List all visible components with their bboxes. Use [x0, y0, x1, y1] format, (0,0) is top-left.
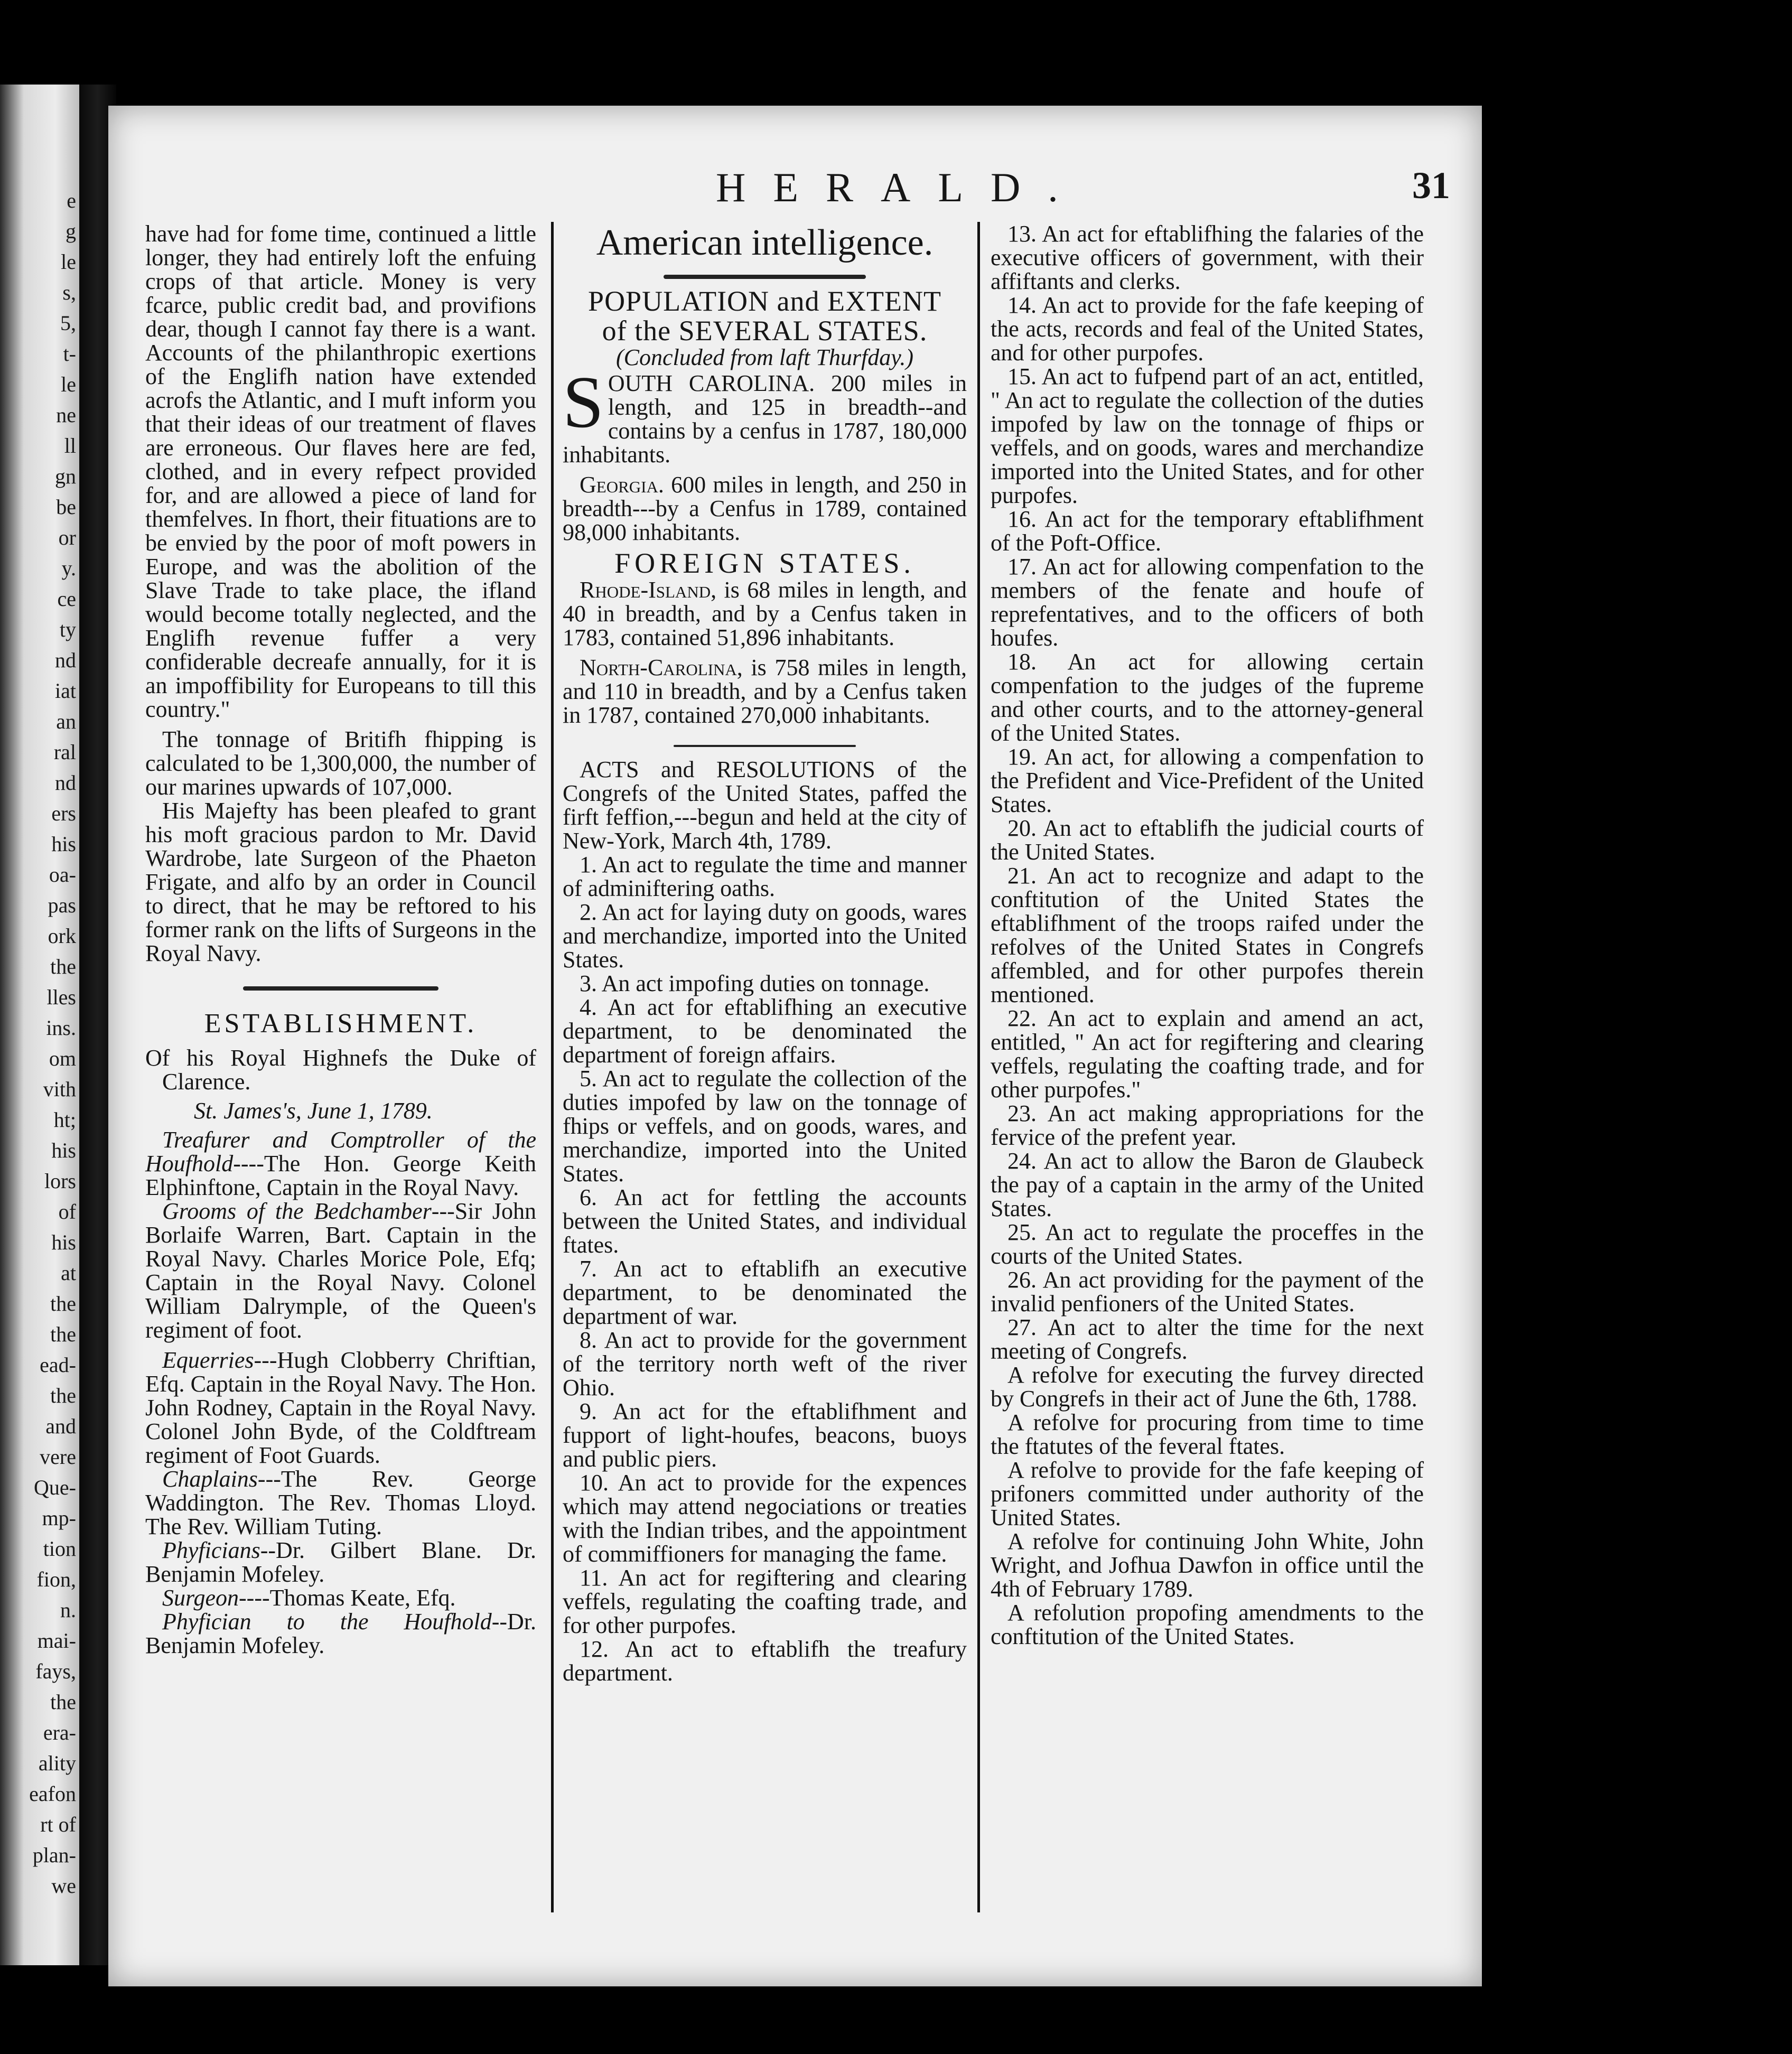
act-item: 12. An act to eftablifh the treafury department.: [563, 1636, 967, 1686]
facing-page-fragment: gn: [55, 464, 76, 488]
drop-cap: S: [563, 361, 604, 443]
acts-intro: ACTS and RESOLUTIONS of the Congrefs of the United States, paffed the firft feffion,---begun and held at the city of New-York, March 4th, 1789.: [563, 757, 967, 854]
subheading: Of his Royal Highnefs the Duke of Clarence.: [145, 1045, 536, 1095]
entry: [145, 1610, 536, 1657]
entry-text: --Dr. Benjamin Mofeley.: [145, 1609, 536, 1658]
entry-text: ---Hugh Clobberry Chriftian, Efq. Captain in the Royal Navy. The Hon. John Rodney, Captain in the Royal Navy. Colonel John Byde, of the Coldftream regiment of Foot Guards.: [145, 1347, 536, 1468]
facing-page-edge: [0, 85, 79, 1965]
facing-page-fragment: vith: [43, 1077, 76, 1101]
act-item: 7. An act to eftablifh an executive department, to be denominated the department of war.: [563, 1256, 967, 1329]
facing-page-fragment: tion: [43, 1537, 76, 1561]
entry: [145, 1128, 536, 1199]
facing-page-fragment: Que-: [34, 1476, 76, 1499]
act-item: A refolve for executing the furvey directed by Congrefs in their act of June the 6th, 1788.: [991, 1362, 1424, 1412]
newspaper-page: [108, 106, 1482, 1986]
entry: [145, 1348, 536, 1467]
entry-text: ---Sir John Borlaife Warren, Bart. Captain in the Royal Navy. Charles Morice Pole, Efq; Captain in the Royal Navy. Colonel William Dalrymple, of the Queen's regiment of foot.: [145, 1198, 536, 1343]
facing-page-fragment: ead-: [40, 1353, 76, 1377]
act-item: 14. An act to provide for the fafe keeping of the acts, records and feal of the United States, and for other purpofes.: [991, 292, 1424, 366]
facing-page-fragment: lles: [46, 985, 76, 1009]
entry-label: Phyfician to the Houfhold: [162, 1609, 492, 1635]
act-item: 13. An act for eftablifhing the falaries of the executive officers of government, with their affiftants and clerks.: [991, 221, 1424, 294]
facing-page-fragment: lors: [44, 1169, 76, 1193]
act-item: 26. An act providing for the payment of the invalid penfioners of the United States.: [991, 1267, 1424, 1317]
facing-page-fragment: an: [56, 709, 76, 733]
act-item: 18. An act for allowing certain compenfation to the judges of the fupreme and other courts, and to the attorney-general of the United States.: [991, 649, 1424, 746]
facing-page-fragment: ht;: [53, 1108, 76, 1132]
facing-page-fragment: y.: [61, 556, 76, 580]
act-item: 1. An act to regulate the time and manner of adminiftering oaths.: [563, 852, 967, 901]
entry: [145, 1586, 536, 1610]
facing-page-fragment: mp-: [42, 1506, 76, 1530]
facing-page-fragment: ral: [53, 740, 76, 764]
facing-page-fragment: ork: [48, 924, 76, 948]
acts-list: [991, 222, 1424, 1648]
entry: [145, 1467, 536, 1538]
facing-page-fragment: his: [51, 832, 76, 856]
facing-page-fragment: his: [51, 1230, 76, 1254]
facing-page-fragment: pas: [48, 893, 76, 917]
facing-page-fragment: eafon: [29, 1782, 76, 1806]
facing-page-fragment: ins.: [46, 1016, 76, 1040]
act-item: 23. An act making appropriations for the fervice of the prefent year.: [991, 1100, 1424, 1150]
facing-page-fragment: the: [50, 1384, 76, 1407]
act-item: A refolution propofing amendments to the conftitution of the United States.: [991, 1600, 1424, 1649]
facing-page-fragment: or: [58, 526, 76, 549]
facing-page-fragment: ers: [51, 801, 76, 825]
act-item: 19. An act, for allowing a compenfation to the Prefident and Vice-Prefident of the United States.: [991, 744, 1424, 817]
concluded-note: (Concluded from laft Thurfday.): [615, 344, 914, 370]
paragraph: The tonnage of Britifh fhipping is calculated to be 1,300,000, the number of our marines upwards of 107,000.: [145, 726, 536, 800]
paragraph: have had for fome time, continued a little longer, they had entirely loft the enfuing crops of that article. Money is very fcarce, public credit bad, and provifions dear, though I cannot fay there is a want. Accounts of the philanthropic exertions of the Englifh nation have extended acrofs the Atlantic, and I muft inform you that their ideas of our treatment of flaves are erroneous. Our flaves here are fed, clothed, and in every refpect provided for, and are allowed a piece of land for themfelves. In fhort, their fituations are to be envied by the poor of moft powers in Europe, and was the abolition of the Slave Trade to take place, the ifland would become totally neglected, and the Englifh revenue fuffer a very confiderable decreafe annually, for it is an impoffibility for Europeans to till this country.": [145, 221, 536, 722]
acts-list: [563, 853, 967, 1685]
act-item: 22. An act to explain and amend an act, entitled, " An act for regiftering and clearing veffels, regulating the coafting trade, and for other purpofes.": [991, 1005, 1424, 1103]
facing-page-fragment: and: [45, 1414, 76, 1438]
facing-page-fragment: g: [66, 219, 76, 243]
facing-page-fragment: the: [50, 1322, 76, 1346]
article-heading: POPULATION and EXTENT: [588, 285, 941, 317]
column-middle: [563, 222, 967, 1685]
act-item: 17. An act for allowing compenfation to the members of the fenate and houfe of reprefentatives, and to the officers of both houfes.: [991, 554, 1424, 651]
facing-page-fragment: s,: [62, 281, 76, 304]
facing-page-fragment: nd: [55, 771, 76, 795]
entry-rhode-island: Rhode-Island, is 68 miles in length, and 40 in breadth, and by a Cenfus taken in 1783, contained 51,896 inhabitants.: [563, 577, 967, 650]
facing-page-fragment: at: [61, 1261, 76, 1285]
entry-north-carolina: North-Carolina, is 758 miles in length, and 110 in breadth, and by a Cenfus taken in 1787, contained 270,000 inhabitants.: [563, 655, 967, 728]
entry-label: Equerries: [162, 1347, 254, 1373]
facing-page-fragment: of: [58, 1200, 76, 1224]
act-item: 24. An act to allow the Baron de Glaubeck the pay of a captain in the army of the United States.: [991, 1148, 1424, 1221]
masthead-title: HERALD.: [716, 164, 1086, 210]
entry-label: Grooms of the Bedchamber: [162, 1198, 432, 1224]
facing-page-fragment: 5,: [60, 311, 76, 335]
act-item: 5. An act to regulate the collection of the duties impofed by law on the tonnage of fhips or veffels, and on goods, wares, and merchandize, imported into the United States.: [563, 1066, 967, 1187]
column-rule: [551, 222, 554, 1912]
act-item: 10. An act to provide for the expences which may attend negociations or treaties with the Indian tribes, and the appointment of commiffioners for managing the fame.: [563, 1470, 967, 1567]
dateline: St. James's, June 1, 1789.: [194, 1098, 433, 1124]
entry: [145, 1199, 536, 1342]
act-item: 3. An act impofing duties on tonnage.: [580, 970, 930, 996]
entry-label: Treafurer and Comptroller of the Houfhold: [145, 1127, 536, 1177]
page-number: 31: [1412, 164, 1450, 207]
article-subheading: FOREIGN STATES.: [614, 547, 915, 579]
facing-page-fragment: the: [50, 955, 76, 978]
facing-page-fragment: mai-: [37, 1629, 76, 1652]
entry-label: Chaplains: [162, 1466, 258, 1492]
facing-page-fragment: ll: [64, 434, 76, 458]
act-item: 25. An act to regulate the proceffes in the courts of the United States.: [991, 1219, 1424, 1269]
article-subheading: of the SEVERAL STATES.: [602, 315, 928, 347]
paragraph: His Majefty has been pleafed to grant his moft gracious pardon to Mr. David Wardrobe, late Surgeon of the Phaeton Frigate, and alfo by an order in Council to direct, that he may be reftored to his former rank on the lifts of Surgeons in the Royal Navy.: [145, 798, 536, 966]
ornament-rule: [243, 986, 438, 991]
section-heading: ESTABLISHMENT.: [204, 1009, 478, 1039]
facing-page-fragment: fays,: [35, 1659, 76, 1683]
facing-page-fragment: le: [61, 250, 76, 274]
facing-page-fragment: the: [50, 1690, 76, 1714]
ornament-rule: [664, 275, 866, 279]
act-item: A refolve for procuring from time to time the ftatutes of the feveral ftates.: [991, 1409, 1424, 1459]
facing-page-fragment: rt of: [40, 1813, 76, 1836]
ornament-rule: [674, 745, 855, 747]
entry-text: ----Thomas Keate, Efq.: [239, 1585, 456, 1611]
entry: [145, 1538, 536, 1586]
entry-label: Surgeon: [162, 1585, 239, 1611]
facing-page-fragment: le: [61, 372, 76, 396]
entry-text: --Dr. Gilbert Blane. Dr. Benjamin Mofeley.: [145, 1537, 536, 1587]
act-item: 11. An act for regiftering and clearing veffels, regulating the coafting trade, and for other purpofes.: [563, 1565, 967, 1638]
act-item: 20. An act to eftablifh the judicial courts of the United States.: [991, 815, 1424, 865]
facing-page-fragment: be: [56, 495, 76, 519]
act-item: A refolve to provide for the fafe keeping of prifoners committed under authority of the United States.: [991, 1457, 1424, 1530]
entry-georgia: Georgia. 600 miles in length, and 250 in breadth---by a Cenfus in 1789, contained 98,000 inhabitants.: [563, 472, 967, 545]
entry-label: Phyficians: [162, 1537, 260, 1563]
facing-page-fragment: nd: [55, 648, 76, 672]
facing-page-fragment: ty: [59, 618, 76, 641]
facing-page-fragment: his: [51, 1138, 76, 1162]
column-right: [991, 222, 1424, 1648]
facing-page-fragment: oa-: [49, 863, 76, 886]
facing-page-fragment: ality: [38, 1751, 76, 1775]
column-left: [145, 222, 536, 1657]
act-item: 8. An act to provide for the government of the territory north weft of the river Ohio.: [563, 1327, 967, 1401]
act-item: 21. An act to recognize and adapt to the conftitution of the United States the eftablifhment of the troops raifed under the refolves of the United States in Congrefs affembled, and for other purpofes therein mentioned.: [991, 863, 1424, 1007]
facing-page-fragment: t-: [63, 342, 76, 366]
facing-page-fragment: the: [50, 1292, 76, 1315]
facing-page-fragment: era-: [43, 1721, 76, 1744]
facing-page-fragment: ce: [57, 587, 76, 611]
facing-page-fragment: om: [49, 1047, 76, 1070]
facing-page-fragment: iat: [55, 679, 76, 703]
act-item: 4. An act for eftablifhing an executive department, to be denominated the department of foreign affairs.: [563, 994, 967, 1068]
facing-page-fragment: n.: [60, 1598, 76, 1622]
section-title: American intelligence.: [596, 222, 934, 263]
act-item: 27. An act to alter the time for the next meeting of Congrefs.: [991, 1314, 1424, 1364]
facing-page-fragment: vere: [40, 1445, 76, 1469]
act-item: 6. An act for fettling the accounts between the United States, and individual ftates.: [563, 1184, 967, 1258]
facing-page-fragment: ne: [56, 403, 76, 427]
facing-page-fragment: plan-: [32, 1843, 76, 1867]
entry-south-carolina: SOUTH CAROLINA. 200 miles in length, and 125 in breadth--and contains by a cenfus in 1787, 180,000 inhabitants.: [563, 361, 967, 468]
column-rule: [977, 222, 980, 1912]
facing-page-fragment: fion,: [36, 1567, 76, 1591]
facing-page-fragment: e: [67, 189, 76, 212]
act-item: 9. An act for the eftablifhment and fupport of light-houfes, beacons, buoys and public piers.: [563, 1398, 967, 1472]
act-item: 2. An act for laying duty on goods, wares and merchandize, imported into the United States.: [563, 899, 967, 973]
entry-text: ----The Hon. George Keith Elphinftone, Captain in the Royal Navy.: [145, 1151, 536, 1200]
entry-text: ---The Rev. George Waddington. The Rev. Thomas Lloyd. The Rev. William Tuting.: [145, 1466, 536, 1539]
act-item: 16. An act for the temporary eftablifhment of the Poft-Office.: [991, 506, 1424, 556]
act-item: 15. An act to fufpend part of an act, entitled, " An act to regulate the collection of the duties impofed by law on the tonnage of fhips or veffels, and on goods, wares and merchandize imported into the United States, and for other purpofes.: [991, 363, 1424, 508]
facing-page-fragment: we: [51, 1874, 76, 1898]
act-item: A refolve for continuing John White, John Wright, and Jofhua Dawfon in office until the 4th of February 1789.: [991, 1528, 1424, 1602]
